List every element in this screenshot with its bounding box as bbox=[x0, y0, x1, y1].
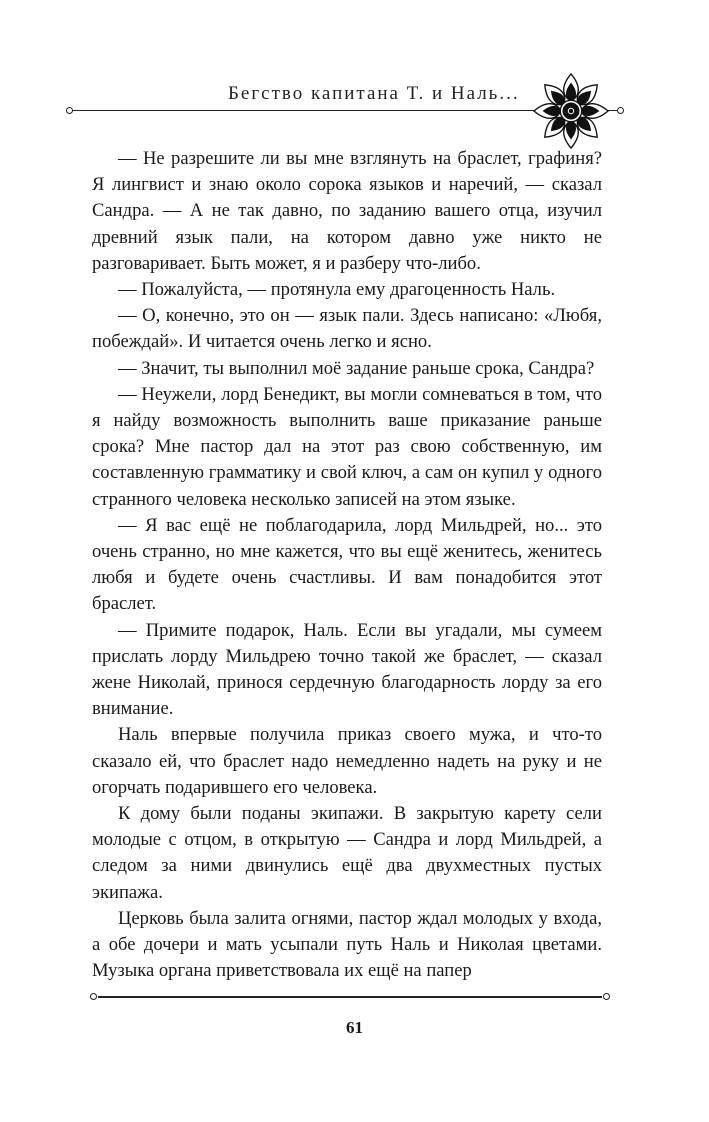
paragraph: — Не разрешите ли вы мне взглянуть на браслет, графиня? Я лингвист и знаю около сорока языков и наречий, — сказал Сандра. — А не так давно, по заданию вашего отца, изучил древний язык пали, на котором давно уже никто не разговаривает. Быть может, я и разберу что-либо. bbox=[92, 148, 602, 274]
paragraph: — Значит, ты выполнил моё задание раньше срока, Сандра? bbox=[118, 357, 595, 379]
running-header-title: Бегство капитана Т. и Наль... bbox=[228, 83, 520, 104]
footer-rule-right-dot bbox=[603, 993, 610, 1000]
paragraph: Церковь была залита огнями, пастор ждал молодых у входа, а обе дочери и мать усыпали путь Наль и Николая цветами. Музыка органа приветствовала их ещё на папер bbox=[92, 907, 602, 982]
footer-rule-left-dot bbox=[90, 993, 97, 1000]
header-rule-right-dot bbox=[617, 107, 624, 114]
paragraph: — Я вас ещё не поблагодарила, лорд Мильдрей, но... это очень странно, но мне кажется, что вы ещё женитесь, женитесь любя и будете очень счастливы. И вам понадобится этот браслет. bbox=[92, 514, 602, 615]
paragraph: — Пожалуйста, — протянула ему драгоценность Наль. bbox=[118, 279, 556, 301]
mandala-ornament-icon bbox=[532, 72, 610, 150]
footer-rule-line bbox=[98, 996, 602, 998]
header-rule-left-dot bbox=[66, 107, 73, 114]
paragraph: Наль впервые получила приказ своего мужа, и что-то сказало ей, что браслет надо немедленно надеть на руку и не огорчать подарившего его человека. bbox=[92, 724, 602, 798]
paragraph: — Примите подарок, Наль. Если вы угадали, мы сумеем прислать лорду Мильдрею точно такой же браслет, — сказал жене Николай, принося сердечную благодарность лорду за его внимание. bbox=[92, 619, 602, 720]
footer-rule bbox=[90, 995, 610, 998]
paragraph: — О, конечно, это он — язык пали. Здесь написано: «Любя, побеждай». И читается очень легко и ясно. bbox=[92, 305, 602, 353]
main-text bbox=[92, 146, 602, 985]
paragraph: — Неужели, лорд Бенедикт, вы могли сомневаться в том, что я найду возможность выполнить ваше приказание раньше срока? Мне пастор дал на этот раз свою собственную, им составленную грамматику и свой ключ, а сам он купил у одного странного человека несколько записей на этом языке. bbox=[92, 383, 602, 510]
paragraph: К дому были поданы экипажи. В закрытую карету сели молодые с отцом, в открытую — Сандра и лорд Мильдрей, а следом за ними двинулись ещё два двухместных пустых экипажа. bbox=[92, 803, 602, 903]
page-number: 61 bbox=[346, 1018, 363, 1037]
